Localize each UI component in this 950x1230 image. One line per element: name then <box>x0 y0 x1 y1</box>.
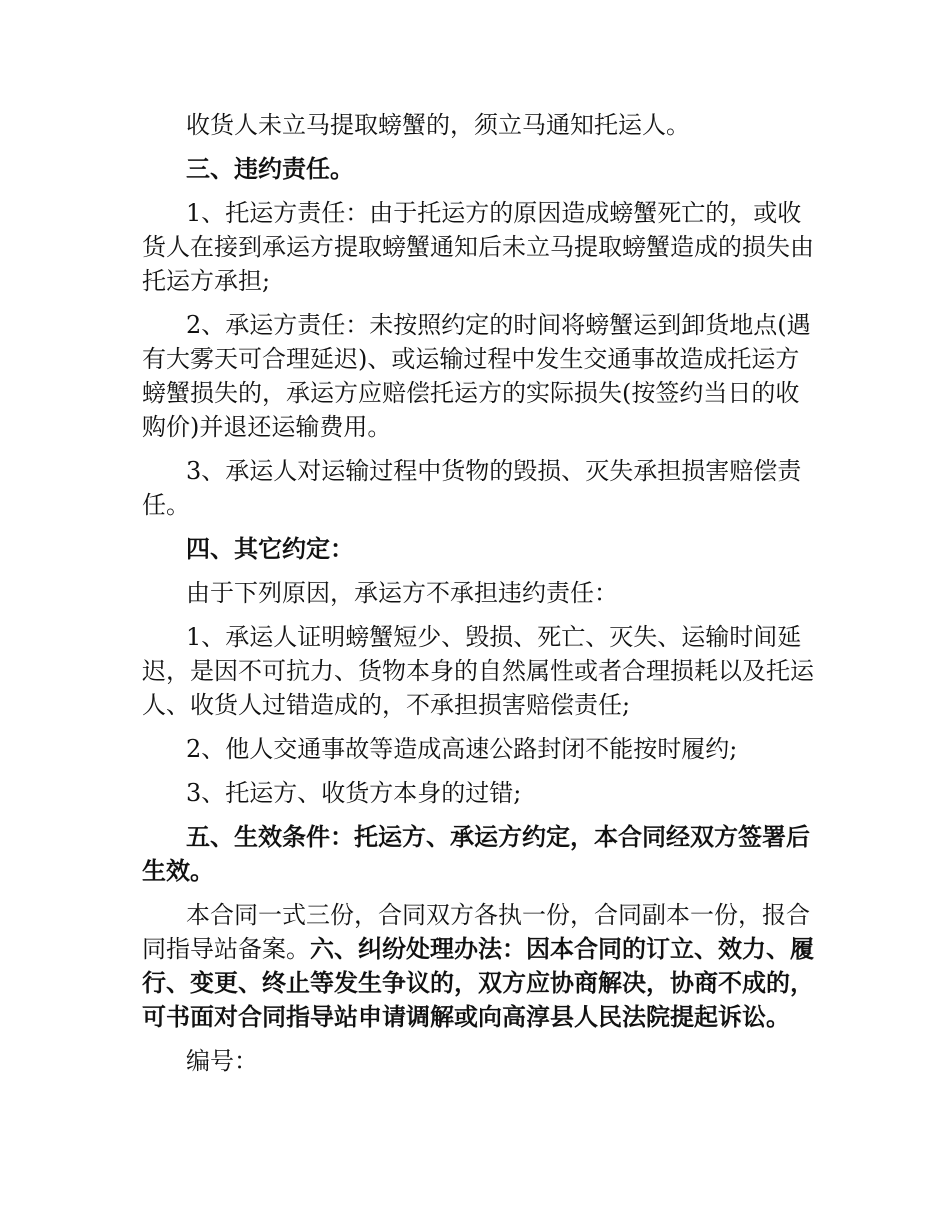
heading-other-agreements: 四、其它约定： <box>186 534 354 563</box>
heading-breach-liability: 三、违约责任。 <box>186 154 354 183</box>
paragraph-carrier-liability: 2、承运方责任：未按照约定的时间将螃蟹运到卸货地点(遇有大雾天可合理延迟)、或运输过程中发生交通事故造成托运方螃蟹损失的，承运方应赔偿托运方的实际损失(按签约当日的收购价)并退还运输费用。 <box>142 311 811 441</box>
paragraph-carrier-damage-liability: 3、承运人对运输过程中货物的毁损、灭失承担损害赔偿责任。 <box>142 457 802 519</box>
heading-effective-conditions: 五、生效条件：托运方、承运方约定，本合同经双方签署后生效。 <box>142 822 810 885</box>
paragraph-number-label: 编号： <box>186 1047 258 1075</box>
paragraph-exemption-3: 3、托运方、收货方本身的过错; <box>186 779 522 807</box>
paragraph-exemption-2: 2、他人交通事故等造成高速公路封闭不能按时履约; <box>186 735 738 763</box>
paragraph-receiver-notice: 收货人未立马提取螃蟹的，须立马通知托运人。 <box>186 111 690 139</box>
paragraph-exemptions-intro: 由于下列原因，承运方不承担违约责任： <box>186 579 618 607</box>
paragraph-copies-and-disputes <box>142 898 818 1034</box>
document-body <box>142 108 818 1088</box>
paragraph-exemption-1: 1、承运人证明螃蟹短少、毁损、死亡、灭失、运输时间延迟，是因不可抗力、货物本身的自然属性或者合理损耗以及托运人、收货人过错造成的，不承担损害赔偿责任; <box>142 623 814 719</box>
dispute-resolution-text: 六、纠纷处理办法：因本合同的订立、效力、履行、变更、终止等发生争议的，双方应协商解决，协商不成的，可书面对合同指导站申请调解或向高淳县人民法院提起诉讼。 <box>142 934 814 1031</box>
paragraph-shipper-liability: 1、托运方责任：由于托运方的原因造成螃蟹死亡的，或收货人在接到承运方提取螃蟹通知后未立马提取螃蟹造成的损失由托运方承担; <box>142 199 814 295</box>
copies-text: 本合同一式三份，合同双方各执一份，合同副本一份，报合同指导站备案。 <box>142 901 810 963</box>
